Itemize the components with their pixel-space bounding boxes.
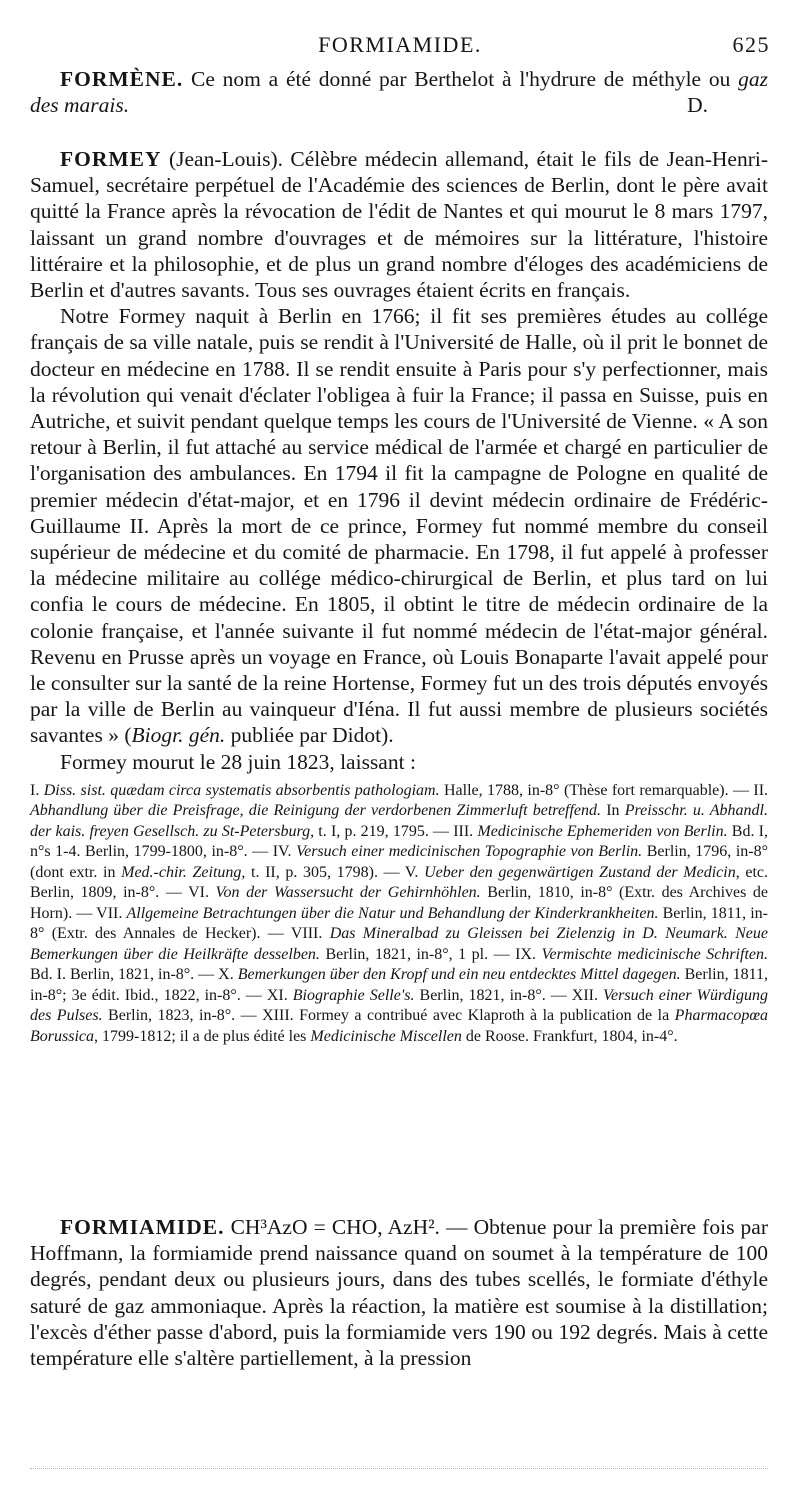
formey-signature-line (30, 1047, 768, 1048)
bibliography-title: Medicinische Miscellen (310, 1027, 462, 1045)
bibliography-title: Diss. sist. quædam circa systematis absorbentis pathologiam. (43, 781, 440, 799)
bibliography-title: Das Mineralbad zu Gleissen bei Zielenzig in D. Neumark. Neue Bemerkungen über die Heilkräfte desselben. (30, 925, 768, 963)
bibliography-title: Preisschr. u. Abhandl. der kais. freyen Gesellsch. zu St-Petersburg (30, 802, 768, 840)
entry-formene (30, 66, 768, 118)
bibliography-title: Ueber den gegenwärtigen Zustand der Medicin (424, 863, 736, 881)
formene-text: Ce nom a été donné par Berthelot à l'hydrure de méthyle ou (183, 67, 739, 91)
signature-formey (675, 1047, 716, 1048)
page-number: 625 (732, 32, 770, 57)
formene-italic: gaz des marais. (30, 67, 768, 118)
bibliography-text: , 1799-1812; il a de plus édité les (94, 1027, 311, 1045)
formey-p2-end: publiée par Didot). (225, 723, 394, 748)
bibliography-text: In (601, 802, 625, 820)
signature-formene: D. (687, 93, 708, 118)
formey-p1-text: (Jean-Louis). Célèbre médecin allemand, était le fils de Jean-Henri-Samuel, secrétaire perpétuel de l'Académie des sciences de Berlin, dont le père avait quitté la France après la révocation de l'édit de Nantes et qui mourut le 8 mars 1797, laissant un grand nombre d'ouvrages et de mémoires sur la littérature, l'histoire littéraire et la philosophie, et de plus un grand nombre d'éloges des académiciens de Berlin et d'autres savants. Tous ses ouvrages étaient écrits en français. (30, 147, 768, 303)
headword-formiamide: FORMIAMIDE. (60, 1215, 225, 1239)
formey-bibliography (30, 781, 768, 1048)
bibliography-title: Versuch einer medicinischen Topographie von Berlin. (296, 843, 643, 861)
headword-formene: FORMÈNE. (60, 67, 184, 91)
bibliography-title: Allgemeine Betrachtungen über die Natur und Behandlung der Kinderkrankheiten. (126, 904, 659, 922)
bibliography-title: Vermischte medicinische Schriften. (541, 945, 768, 963)
bibliography-text: Berlin, 1821, in-8°, 1 pl. — IX. (319, 945, 542, 963)
bibliography-text: I. (30, 781, 44, 799)
bibliography-text: Berlin, 1811, in-8° (Extr. des Annales de Hecker). — VIII. (30, 904, 769, 943)
bibliography-title: Medicinische Ephemeriden von Berlin. (477, 822, 728, 840)
formey-paragraph-2 (30, 303, 768, 748)
bibliography-text: de Roose. Frankfurt, 1804, in-4°. (461, 1027, 678, 1045)
entry-formiamide (30, 1214, 768, 1371)
bibliography-title: Von der Wassersucht der Gehirnhöhlen. (215, 884, 481, 902)
bibliography-text: Berlin, 1811, in-8°; 3e édit. Ibid., 1822, in-8°. — XI. (30, 966, 769, 1004)
formey-paragraph-1 (30, 146, 768, 303)
bibliography-text: Berlin, 1821, in-8°. — XII. (414, 986, 604, 1004)
bibliography-text: Bd. I, n°s 1-4. Berlin, 1799-1800, in-8°. — IV. (30, 822, 768, 861)
bibliography-text: Berlin, 1796, in-8° (dont extr. in (30, 843, 768, 881)
formey-p2-text: Notre Formey naquit à Berlin en 1766; il fit ses premières études au collége français de sa ville natale, puis se rendit à l'Université de Halle, où il prit le bonnet de docteur en médecine en 1788. Il se rendit ensuite à Paris pour s'y perfectionner, mais la révolution qui venait d'éclater l'obligea à fuir la France; il passa en Suisse, puis en Autriche, et suivit pendant quelque temps les cours de l'Université de Vienne. « A son retour à Berlin, il fut attaché au service médical de l'armée et chargé en particulier de l'organisation des ambulances. En 1794 il fit la campagne de Pologne en qualité de premier médecin d'état-major, et en 1796 il devint médecin ordinaire de Frédéric-Guillaume II. Après la mort de ce prince, Formey fut nommé membre du conseil supérieur de médecine et du comité de pharmacie. En 1798, il fut appelé à professer la médecine militaire au collége médico-chirurgical de Berlin, et plus tard on lui confia le cours de médecine. En 1805, il obtint le titre de médecin ordinaire de la colonie française, et l'année suivante il fut nommé médecin de l'état-major général. Revenu en Prusse après un voyage en France, où Louis Bonaparte l'avait appelé pour le consulter sur la santé de la reine Hortense, Formey fut un des trois députés envoyés par la ville de Berlin au vainqueur d'Iéna. Il fut aussi membre de plusieurs sociétés savantes » ( (30, 304, 768, 748)
headword-formey: FORMEY (60, 147, 162, 171)
bottom-margin-mark (30, 1468, 768, 1471)
bibliography-title: Versuch einer Würdigung des Pulses. (30, 986, 769, 1025)
formiamide-text: CH³AzO = CHO, AzH². — Obtenue pour la première fois par Hoffmann, la formiamide prend naissance quand on soumet à la température de 100 degrés, pendant deux ou plusieurs jours, dans des tubes scellés, le formiate d'éthyle saturé de gaz ammoniaque. Après la réaction, la matière est soumise à la distillation; l'excès d'éther passe d'abord, puis la formiamide vers 190 ou 192 degrés. Mais à cette température elle s'altère partiellement, à la pression (30, 1215, 768, 1371)
bibliography-title: Bemerkungen über den Kropf und ein neu entdecktes Mittel dagegen. (237, 966, 681, 984)
bibliography-text: Berlin, 1810, in-8° (Extr. des Archives de Horn). — VII. (30, 884, 768, 922)
bibliography-text: Halle, 1788, in-8° (Thèse fort remarquable). — II. (439, 781, 769, 799)
formey-p2-italic: Biogr. gén. (131, 723, 226, 748)
bibliography-title: Pharmacopœa Borussica (30, 1007, 768, 1045)
bibliography-text: Bd. I. Berlin, 1821, in-8°. — X. (30, 966, 238, 984)
bibliography-text: Berlin, 1823, in-8°. — XIII. Formey a contribué avec Klaproth à la publication de la (102, 1007, 675, 1025)
entry-formey (30, 146, 768, 1048)
bibliography-text: , etc. Berlin, 1809, in-8°. — VI. (30, 863, 768, 902)
bibliography-text: , t. I, p. 219, 1795. — III. (310, 822, 478, 840)
bibliography-title: Abhandlung über die Preisfrage, die Reinigung der verdorbenen Zimmerluft betreffend. (30, 802, 602, 820)
running-title: FORMIAMIDE. (318, 32, 482, 57)
running-head (30, 32, 770, 60)
bibliography-text: , t. II, p. 305, 1798). — V. (241, 863, 425, 881)
formey-paragraph-3: Formey mourut le 28 juin 1823, laissant : (60, 749, 416, 774)
bibliography-title: Biographie Selle's. (292, 986, 415, 1004)
bibliography-title: Med.-chir. Zeitung (121, 863, 242, 881)
